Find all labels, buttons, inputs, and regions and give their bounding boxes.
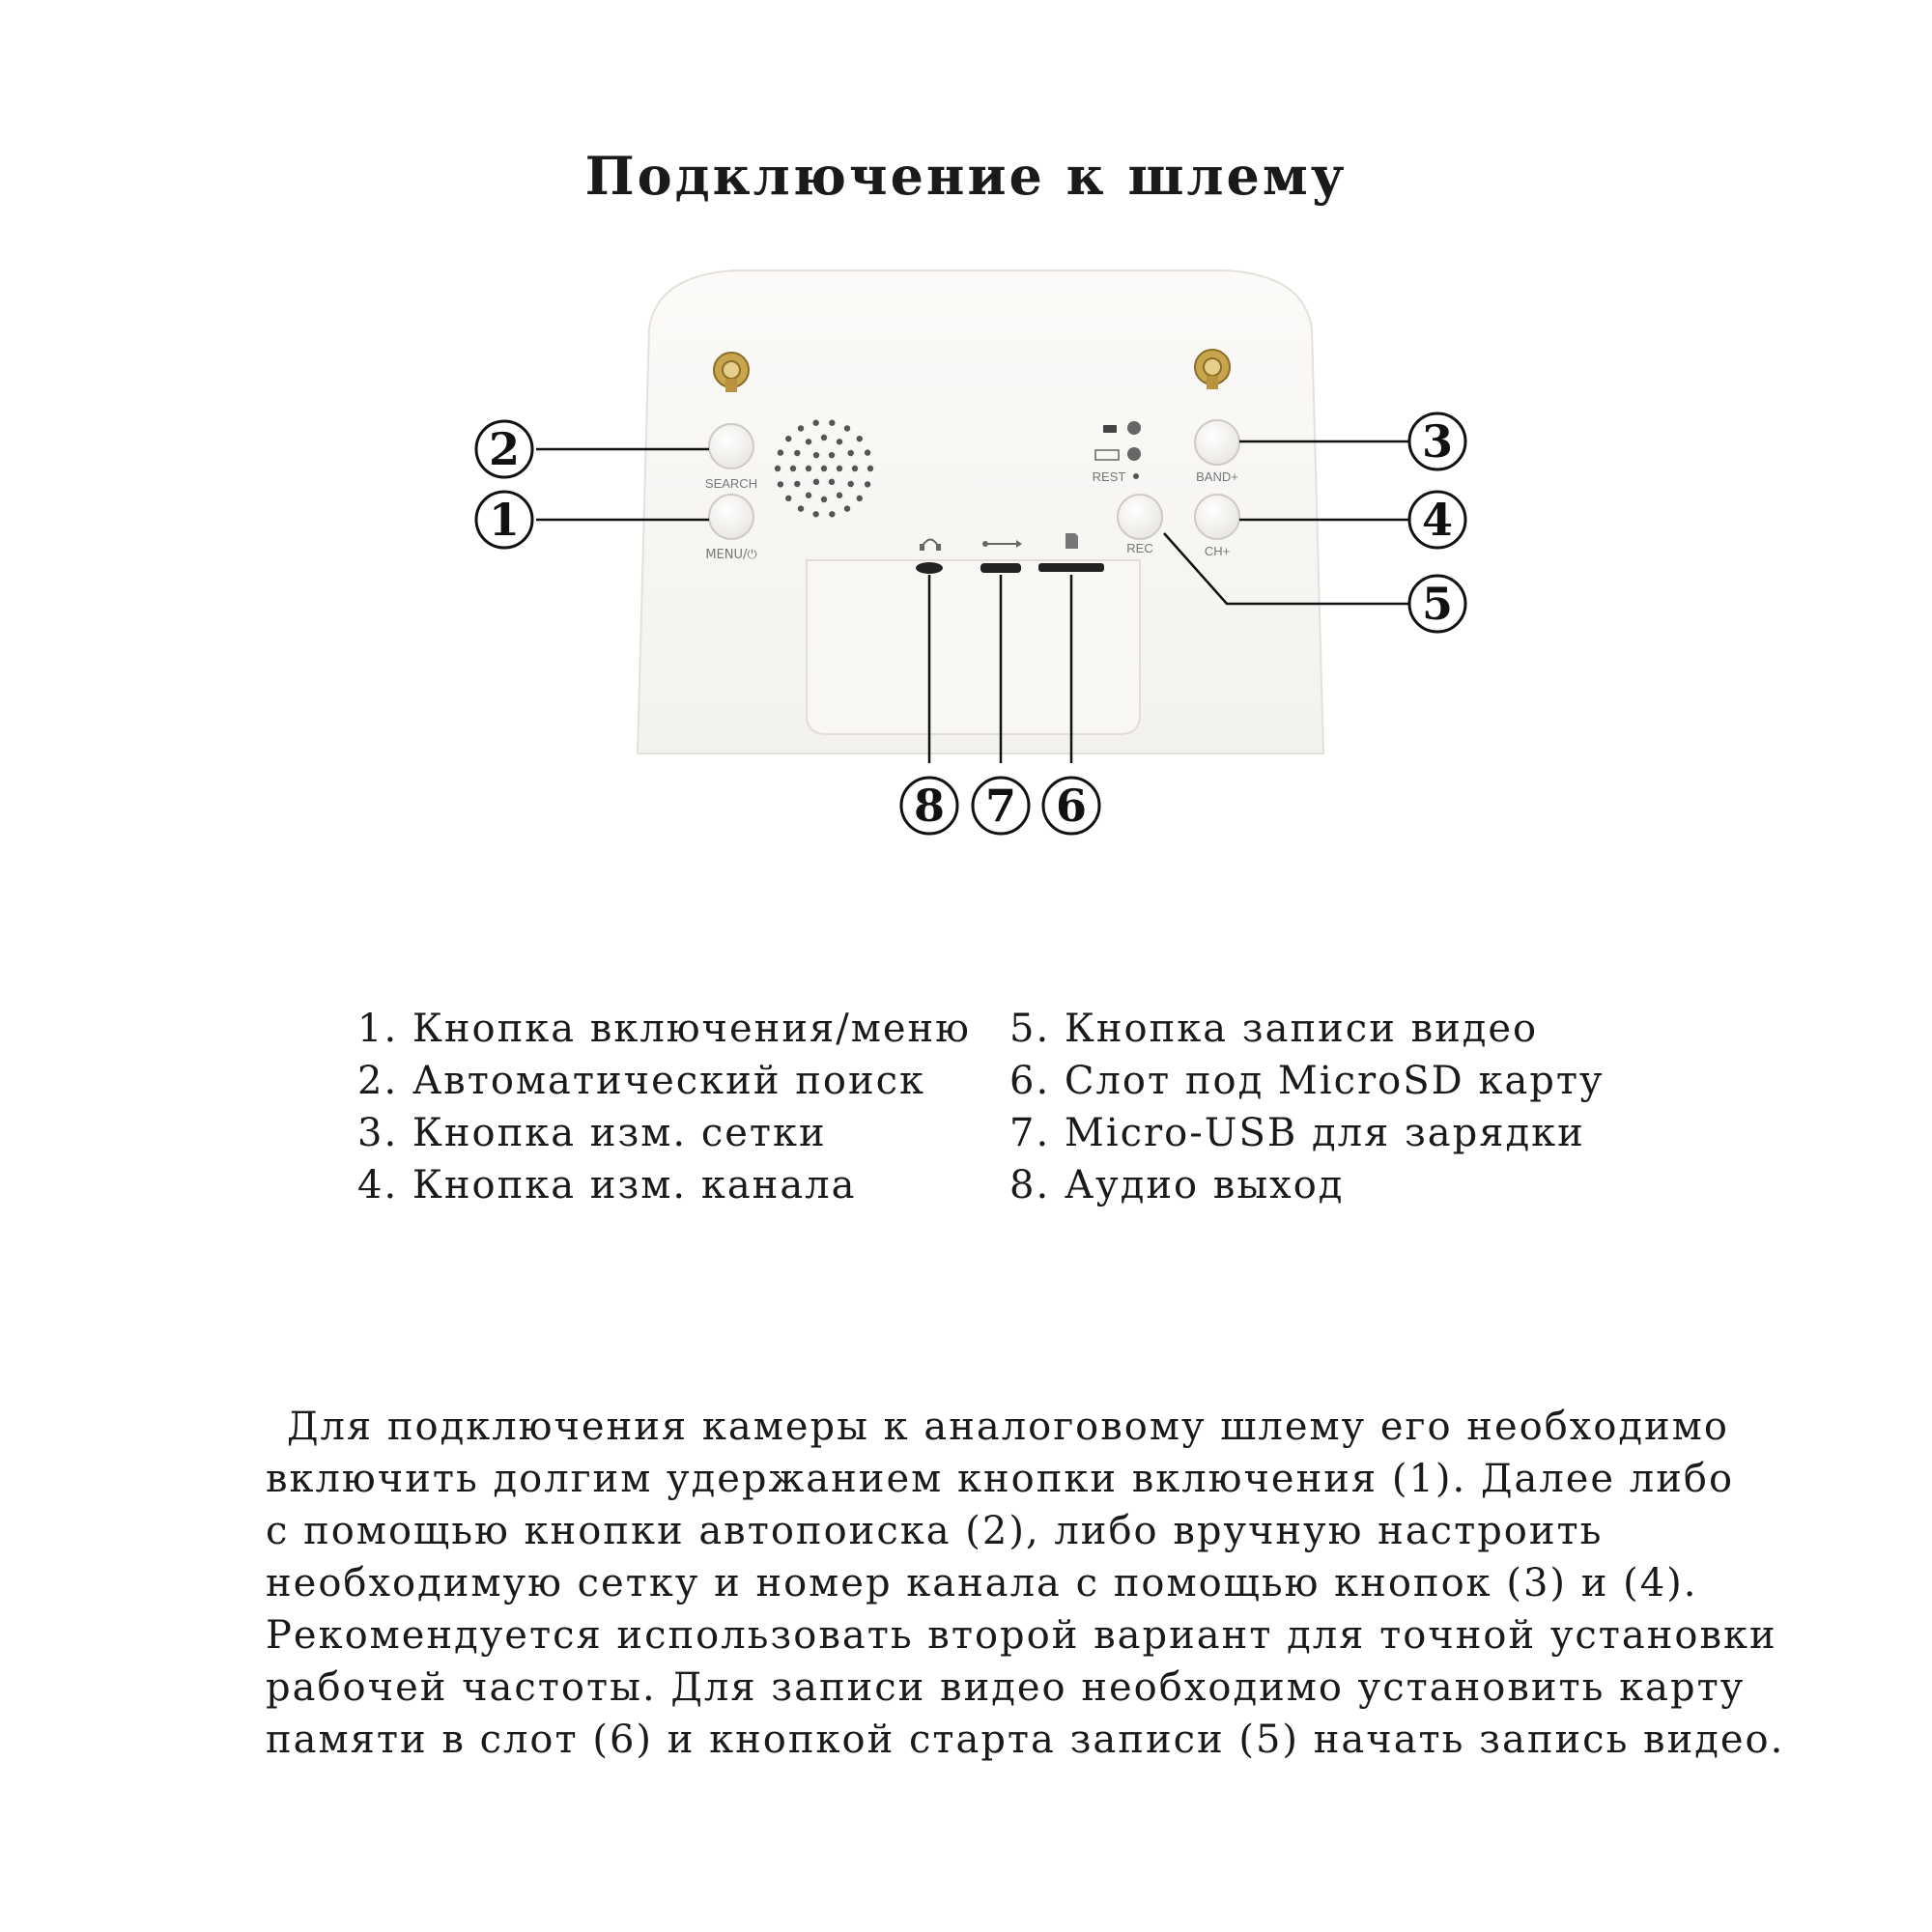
svg-text:6: 6: [1055, 780, 1088, 832]
legend-right: [1009, 1003, 1605, 1211]
legend-item: 7. Micro-USB для зарядки: [1009, 1111, 1585, 1155]
svg-text:5: 5: [1421, 578, 1454, 630]
description-line: необходимую сетку и номер канала с помощью кнопок (3) и (4).: [266, 1561, 1698, 1605]
search-button[interactable]: [709, 424, 753, 469]
callout-7: [973, 778, 1029, 834]
description-line: рабочей частоты. Для записи видео необходимо установить карту: [266, 1665, 1746, 1710]
description-line: включить долгим удержанием кнопки включения (1). Далее либо: [266, 1457, 1735, 1501]
sd-card-icon: [1065, 533, 1078, 549]
search-button-label: SEARCH: [704, 476, 758, 491]
legend-item: 8. Аудио выход: [1009, 1163, 1345, 1208]
callout-5: [1409, 576, 1465, 632]
svg-text:7: 7: [984, 780, 1017, 832]
record-button[interactable]: [1118, 495, 1162, 539]
callout-3: [1409, 413, 1465, 469]
svg-text:2: 2: [488, 423, 521, 475]
svg-text:1: 1: [488, 494, 521, 546]
page-title: Подключение к шлему: [584, 145, 1348, 207]
record-button-label: REC: [1126, 541, 1153, 555]
reset-label: REST: [1092, 469, 1126, 484]
legend-item: 5. Кнопка записи видео: [1009, 1007, 1539, 1051]
audio-jack-port[interactable]: [916, 562, 943, 574]
legend-left: [357, 1003, 971, 1211]
svg-text:3: 3: [1421, 415, 1454, 468]
menu-power-button[interactable]: [709, 495, 753, 539]
description-text: [266, 1401, 1785, 1766]
callout-1: [476, 492, 532, 548]
callout-8: [901, 778, 957, 834]
micro-usb-port[interactable]: [980, 563, 1021, 573]
reset-hole[interactable]: [1133, 473, 1139, 479]
legend-item: 2. Автоматический поиск: [357, 1059, 926, 1103]
callout-4: [1409, 492, 1465, 548]
svg-text:8: 8: [913, 780, 946, 832]
svg-text:4: 4: [1421, 494, 1454, 546]
legend-item: 3. Кнопка изм. сетки: [357, 1111, 827, 1155]
description-line: памяти в слот (6) и кнопкой старта записи (5) начать запись видео.: [266, 1718, 1785, 1762]
description-line: Для подключения камеры к аналоговому шлему его необходимо: [287, 1405, 1729, 1449]
description-line: Рекомендуется использовать второй вариант для точной установки: [266, 1613, 1777, 1658]
legend-item: 6. Слот под MicroSD карту: [1009, 1059, 1605, 1103]
description-line: с помощью кнопки автопоиска (2), либо вручную настроить: [266, 1509, 1604, 1553]
band-button-label: BAND+: [1196, 469, 1238, 484]
channel-button[interactable]: [1195, 495, 1239, 539]
helmet-connector-diagram: [0, 0, 1932, 869]
callout-6: [1043, 778, 1099, 834]
channel-button-label: CH+: [1204, 544, 1231, 558]
bottom-recess: [807, 560, 1140, 734]
legend-item: 4. Кнопка изм. канала: [357, 1163, 857, 1208]
legend-item: 1. Кнопка включения/меню: [357, 1007, 971, 1051]
callout-2: [476, 421, 532, 477]
band-button[interactable]: [1195, 420, 1239, 465]
microsd-slot[interactable]: [1038, 563, 1104, 572]
menu-button-label: MENU/⏻: [705, 548, 757, 562]
